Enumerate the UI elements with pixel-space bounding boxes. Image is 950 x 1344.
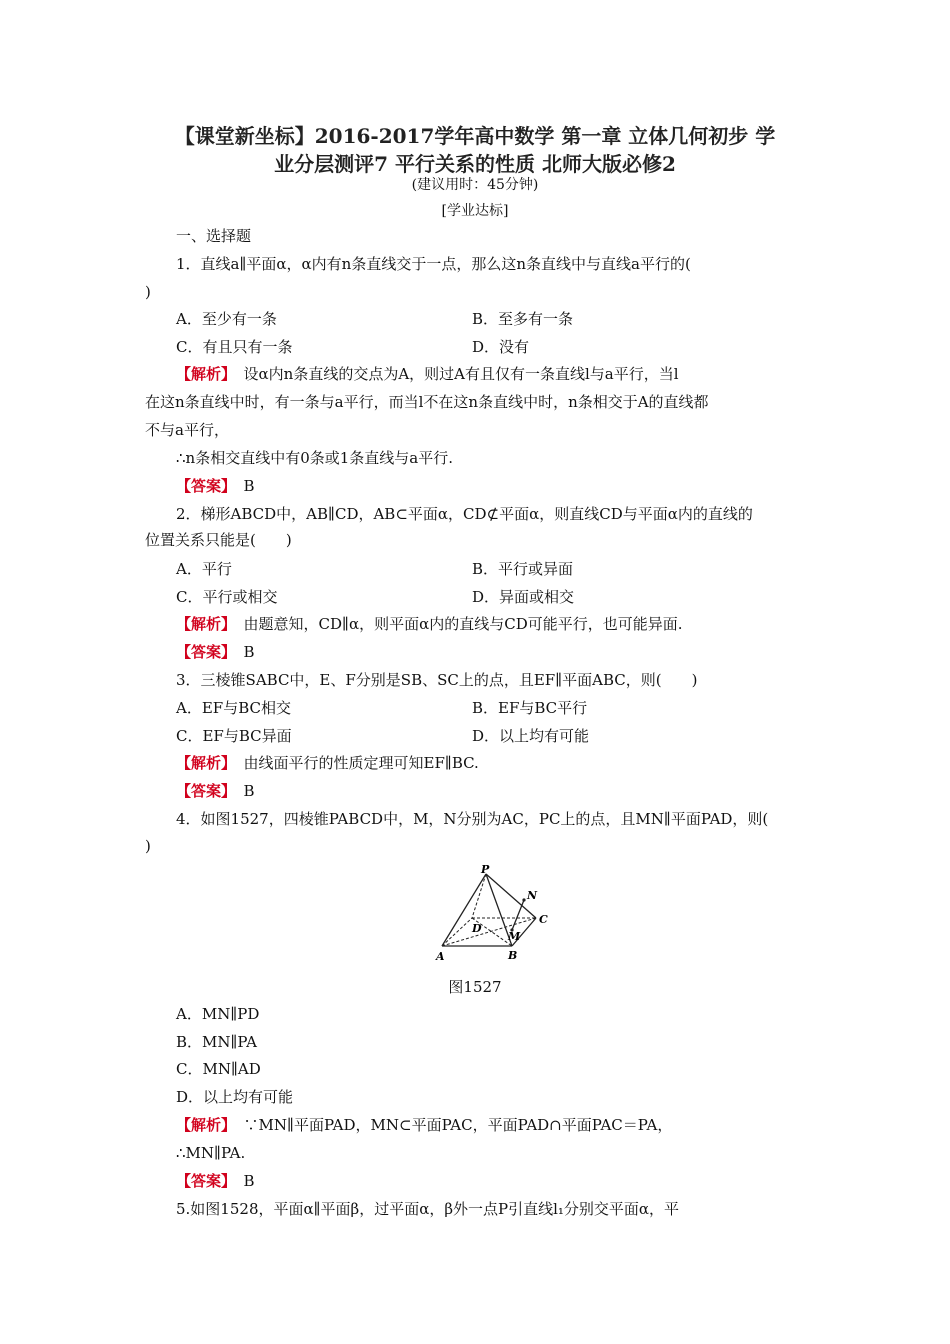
time-note: (建议用时：45分钟) [411, 177, 539, 193]
point-n [522, 898, 525, 901]
label-m: M [508, 930, 521, 943]
q4-stem-end: ) [145, 837, 151, 855]
q1-option-d: D．没有 [472, 338, 530, 356]
q4-option-b: B．MN∥PA [176, 1033, 257, 1051]
q1-answer-value: B [243, 477, 255, 495]
q1-option-a: A．至少有一条 [176, 310, 277, 328]
q1-exp-line-4: ∴n条相交直线中有0条或1条直线与a平行. [176, 449, 454, 467]
label-n: N [527, 889, 538, 902]
q4-answer [176, 1171, 255, 1191]
q2-answer [176, 642, 255, 662]
q4-option-d: D．以上均有可能 [176, 1088, 294, 1106]
q2-explanation [176, 614, 683, 634]
q1-exp-line-1: 设α内n条直线的交点为A，则过A有且仅有一条直线l与a平行，当l [243, 365, 679, 383]
pyramid-figure [430, 862, 560, 966]
q4-option-a: A．MN∥PD [176, 1005, 260, 1023]
explanation-tag: 【解析】 [176, 615, 229, 633]
section-heading: [学业达标] [441, 203, 509, 219]
edge-pa [442, 874, 486, 946]
edge-pd [472, 874, 486, 918]
answer-tag: 【答案】 [176, 782, 229, 800]
label-a: A [436, 950, 445, 963]
q1-answer [176, 476, 255, 496]
q5-stem: 5.如图1528，平面α∥平面β，过平面α，β外一点P引直线l₁分别交平面α，平 [176, 1200, 680, 1218]
q4-exp-line-1: ∵MN∥平面PAD，MN⊂平面PAC，平面PAD∩平面PAC＝PA， [243, 1116, 673, 1134]
answer-tag: 【答案】 [176, 477, 229, 495]
q3-option-c: C．EF与BC异面 [176, 727, 292, 745]
q3-option-d: D．以上均有可能 [472, 727, 590, 745]
q3-option-b: B．EF与BC平行 [472, 699, 588, 717]
q4-exp-line-2: ∴MN∥PA. [176, 1144, 246, 1162]
part-heading: 一、选择题 [176, 227, 252, 245]
q3-answer-value: B [243, 782, 255, 800]
answer-tag: 【答案】 [176, 643, 229, 661]
q1-option-c: C．有且只有一条 [176, 338, 293, 356]
label-p: P [481, 863, 490, 876]
q2-answer-value: B [243, 643, 255, 661]
explanation-tag: 【解析】 [176, 1116, 229, 1134]
q4-option-c: C．MN∥AD [176, 1060, 261, 1078]
figure-caption: 图1527 [448, 978, 502, 996]
q1-stem: 1．直线a∥平面α，α内有n条直线交于一点，那么这n条直线中与直线a平行的( [176, 255, 691, 273]
label-c: C [539, 913, 548, 926]
document-title [120, 122, 830, 178]
label-b: B [508, 949, 518, 962]
explanation-tag: 【解析】 [176, 365, 229, 383]
q1-exp-line-3: 不与a平行， [145, 421, 229, 439]
q2-option-b: B．平行或异面 [472, 560, 574, 578]
explanation-tag: 【解析】 [176, 754, 229, 772]
title-line-1: 【课堂新坐标】2016-2017学年高中数学 第一章 立体几何初步 学 [174, 124, 776, 148]
q4-answer-value: B [243, 1172, 255, 1190]
label-d: D [472, 922, 482, 935]
q3-answer [176, 781, 255, 801]
q1-stem-end: ) [145, 283, 151, 301]
title-line-2: 业分层测评7 平行关系的性质 北师大版必修2 [274, 152, 676, 176]
q2-exp-line-1: 由题意知，CD∥α，则平面α内的直线与CD可能平行，也可能异面. [243, 615, 683, 633]
q3-stem: 3．三棱锥SABC中，E、F分别是SB、SC上的点，且EF∥平面ABC，则( ) [176, 671, 698, 689]
q2-stem: 2．梯形ABCD中，AB∥CD，AB⊂平面α，CD⊄平面α，则直线CD与平面α内的直线的 [176, 505, 753, 523]
q4-stem: 4．如图1527，四棱锥PABCD中，M，N分别为AC，PC上的点，且MN∥平面PAD，则( [176, 810, 769, 828]
q1-option-b: B．至多有一条 [472, 310, 574, 328]
answer-tag: 【答案】 [176, 1172, 229, 1190]
q1-exp-line-2: 在这n条直线中时，有一条与a平行，而当l不在这n条直线中时，n条相交于A的直线都 [145, 393, 709, 411]
q3-explanation [176, 753, 479, 773]
segment-mn [512, 900, 524, 930]
q4-explanation [176, 1115, 672, 1135]
q3-exp-line-1: 由线面平行的性质定理可知EF∥BC. [243, 754, 479, 772]
q1-explanation [176, 364, 679, 384]
q2-option-c: C．平行或相交 [176, 588, 278, 606]
q2-stem-end: 位置关系只能是( ) [145, 531, 292, 549]
q2-option-d: D．异面或相交 [472, 588, 575, 606]
q2-option-a: A．平行 [176, 560, 232, 578]
q3-option-a: A．EF与BC相交 [176, 699, 291, 717]
